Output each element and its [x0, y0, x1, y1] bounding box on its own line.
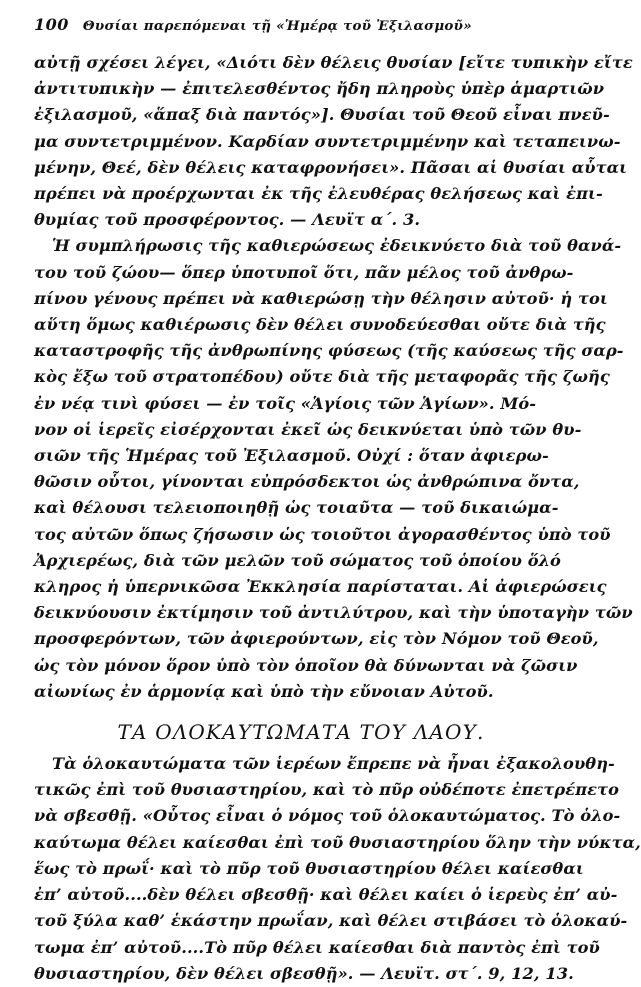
text-line: σιῶν τῆς Ἡμέρας τοῦ Ἐξιλασμοῦ. Οὐχί : ὅταν ἀφιερω- [34, 446, 549, 466]
paragraph-1 [34, 50, 633, 233]
text-line: ἐν νέᾳ τινὶ φύσει — ἐν τοῖς «Ἁγίοις τῶν Ἁγίων». Μό- [34, 393, 537, 413]
text-line: ἀντιτυπικὴν — ἐπιτελεσθέντος ἤδη πληροὺς ὑπὲρ ἁμαρτιῶν [34, 79, 605, 99]
text-line: αἰωνίως ἐν ἁρμονίᾳ καὶ ὑπὸ τὴν εὔνοιαν Αὐτοῦ. [34, 681, 494, 701]
text-line: καταστροφῆς τῆς ἀνθρωπίνης φύσεως (τῆς καύσεως τῆς σαρ- [34, 341, 624, 361]
text-line: Ἀρχιερέως, διὰ τῶν μελῶν τοῦ σώματος τοῦ ὁποίου ὅλό [34, 550, 561, 570]
text-line: Ἡ συμπλήρωσις τῆς καθιερώσεως ἐδεικνύετο διὰ τοῦ θανά- [52, 236, 622, 256]
text-line: τοῦ ξύλα καθ’ ἑκάστην πρωΐαν, καὶ θέλει στιβάσει τὸ ὁλοκαύ- [34, 911, 628, 931]
text-line: θῶσιν οὗτοι, γίνονται εὐπρόσδεκτοι ὡς ἀνθρώπινα ὄντα, [34, 472, 580, 492]
text-line: θυσιαστηρίου, δὲν θέλει σβεσθῇ». — Λευϊτ. στ΄. 9, 12, 13. [34, 963, 574, 983]
book-page [34, 14, 641, 983]
text-line: κὸς ἔξω τοῦ στρατοπέδου) οὔτε διὰ τῆς μεταφορᾶς τῆς ζωῆς [34, 367, 610, 387]
text-line: αὕτη ὅμως καθιέρωσις δὲν θέλει συνοδεύεσθαι οὔτε διὰ τῆς [34, 315, 606, 335]
text-line: καὶ θέλουσι τελειοποιηθῇ ὡς τοιαῦτα — τοῦ δικαιώμα- [34, 498, 559, 518]
text-line: Τὰ ὁλοκαυτώματα τῶν ἱερέων ἔπρεπε νὰ ἦναι ἐξακολουθη- [52, 754, 615, 774]
paragraph-2 [34, 233, 633, 705]
paragraph-3 [34, 751, 641, 987]
text-line: νὰ σβεσθῇ. «Οὗτος εἶναι ὁ νόμος τοῦ ὁλοκαυτώματος. Τὸ ὁλο- [34, 806, 621, 826]
running-head [34, 14, 568, 40]
text-line: ὡς τὸν μόνον ὅρον ὑπὸ τὸν ὁποῖον θὰ δύνωνται νὰ ζῶσιν [34, 655, 578, 675]
text-line: πρέπει νὰ προέρχωνται ἐκ τῆς ἐλευθέρας θελήσεως καὶ ἐπι- [34, 184, 603, 204]
text-line: νον οἱ ἱερεῖς εἰσέρχονται ἐκεῖ ὡς δεικνύεται ὑπὸ τῶν θυ- [34, 419, 582, 439]
text-line: τωμα ἐπ’ αὐτοῦ....Τὸ πῦρ θέλει καίεσθαι διὰ παντὸς ἐπὶ τοῦ [34, 937, 600, 957]
text-line: θυμίας τοῦ προσφέροντος. — Λευϊτ α΄. 3. [34, 210, 421, 230]
text-line: του τοῦ ζώου— ὅπερ ὑποτυποῖ ὅτι, πᾶν μέλος τοῦ ἀνθρω- [34, 262, 574, 282]
text-line: μα συντετριμμένον. Καρδίαν συντετριμμένην καὶ τεταπεινω- [34, 131, 621, 151]
text-line: κληρος ἡ ὑπερνικῶσα Ἐκκλησία παρίσταται. Αἱ ἀφιερώσεις [34, 577, 607, 597]
text-line: καύτωμα θέλει καίεσθαι ἐπὶ τοῦ θυσιαστηρίου ὅλην τὴν νύκτα, [34, 832, 641, 852]
text-line: πίνου γένους πρέπει νὰ καθιερώσῃ τὴν θέλησιν αὐτοῦ· ἡ τοι [34, 288, 608, 308]
text-line: προσφερόντων, τῶν ἀφιερούντων, εἰς τὸν Νόμον τοῦ Θεοῦ, [34, 629, 599, 649]
running-head-title: Θυσίαι παρεπόμεναι τῇ «Ἡμέρᾳ τοῦ Ἐξιλασμοῦ» [82, 18, 472, 34]
text-line: ἕως τὸ πρωΐ· καὶ τὸ πῦρ τοῦ θυσιαστηρίου θέλει καίεσθαι [34, 858, 584, 878]
page-body [34, 50, 641, 987]
section-heading: ΤΑ ΟΛΟΚΑΥΤΩΜΑΤΑ ΤΟΥ ΛΑΟΥ. [117, 720, 485, 745]
text-line: ἐξιλασμοῦ, «ἅπαξ διὰ παντός»]. Θυσίαι τοῦ Θεοῦ εἶναι πνεῦ- [34, 105, 610, 125]
text-line: δεικνύουσιν ἐκτίμησιν τοῦ ἀντιλύτρου, καὶ τὴν ὑποταγὴν τῶν [34, 603, 633, 623]
text-line: μένην, Θεέ, δὲν θέλεις καταφρονήσει». Πᾶσαι αἱ θυσίαι αὗται [34, 157, 628, 177]
text-line: τικῶς ἐπὶ τοῦ θυσιαστηρίου, καὶ τὸ πῦρ οὐδέποτε ἐπετρέπετο [34, 780, 619, 800]
page-number: 100 [34, 15, 69, 34]
text-line: αὐτῇ σχέσει λέγει, «Διότι δὲν θέλεις θυσίαν [εἴτε τυπικὴν εἴτε [34, 53, 633, 72]
text-line: ἐπ’ αὐτοῦ....δὲν θέλει σβεσθῇ· καὶ θέλει καίει ὁ ἱερεὺς ἐπ’ αὐ- [34, 885, 618, 905]
text-line: τος αὐτῶν ὅπως ζήσωσιν ὡς τοιοῦτοι ἀγορασθέντος ὑπὸ τοῦ [34, 524, 611, 544]
